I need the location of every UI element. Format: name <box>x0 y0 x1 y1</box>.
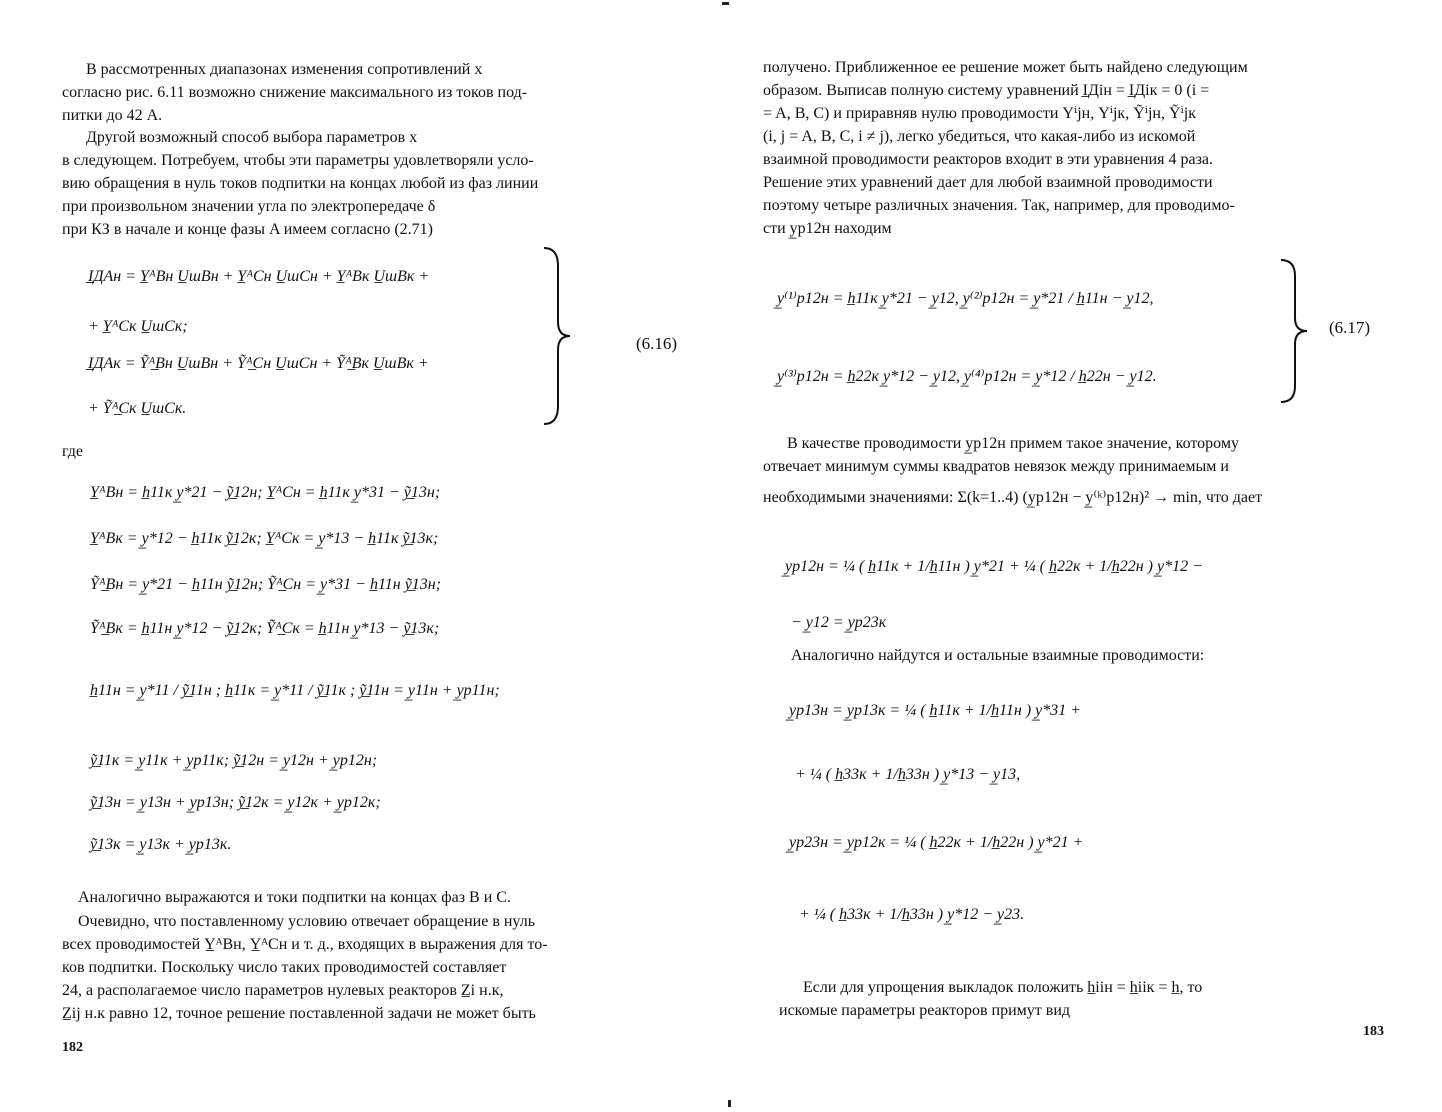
equation-line: I̲ДАн = Y̲ᴬВн U̲шВн + Y̲ᴬСн U̲шСн + Y̲ᴬВк U̲шВк + <box>88 268 430 285</box>
right-brace-icon <box>540 246 576 426</box>
definition-line: Ỹᴬ̲Вн = y̲*21 − h̲11н ỹ̲12н; Ỹᴬ̲Сн = y̲*31 − h̲11н ỹ̲13н; <box>90 576 442 593</box>
definition-line: ỹ̲11к = y̲11к + y̲р11к; ỹ̲12н = y̲12н + y̲р12н; <box>90 752 378 769</box>
right-paragraph-3 <box>791 644 1411 667</box>
text-line: образом. Выписав полную систему уравнений I̲Дiн = I̲Дiк = 0 (i = <box>763 82 1210 99</box>
equation-line: y̲р12н = ¼ ( h̲11к + 1/h̲11н ) y̲*21 + ¼ ( h̲22к + 1/h̲22н ) y̲*12 − <box>785 558 1203 575</box>
equation-number: (6.17) <box>1329 318 1371 337</box>
equation-line: y̲⁽¹⁾р12н = h̲11к y̲*21 − y̲12, y̲⁽²⁾р12н = y̲*21 / h̲11н − y̲12, <box>777 290 1154 307</box>
text-line: В рассмотренных диапазонах изменения сопротивлений x <box>86 61 483 78</box>
text-line: Решение этих уравнений дает для любой взаимной проводимости <box>763 174 1213 191</box>
definition-line: ỹ̲13к = y̲13к + y̲р13к. <box>90 836 232 853</box>
text-line: в следующем. Потребуем, чтобы эти параметры удовлетворяли усло- <box>62 152 534 169</box>
right-paragraph-4 <box>763 976 1423 1022</box>
page-number: 182 <box>62 1040 83 1055</box>
equation-line: + ¼ ( h̲33к + 1/h̲33н ) y̲*12 − y̲23. <box>799 906 1025 923</box>
where-label: где <box>62 443 84 460</box>
definition-line: h̲11н = y̲*11 / ỹ̲11н ; h̲11к = y̲*11 / ỹ̲11к ; ỹ̲11н = y̲11н + y̲р11н; <box>90 682 500 699</box>
text-line: В качестве проводимости y̲р12н примем такое значение, которому <box>787 435 1239 452</box>
left-paragraph-1 <box>62 58 692 127</box>
equation-line: I̲ДАк = Ỹᴬ̲Вн U̲шВн + Ỹᴬ̲Сн U̲шСн + Ỹᴬ̲Вк U̲шВк + <box>88 355 429 372</box>
text-line: поэтому четыре различных значения. Так, например, для проводимо- <box>763 197 1235 214</box>
equation-line: + Ỹᴬ̲Ск U̲шСк. <box>88 400 187 417</box>
left-paragraph-2 <box>62 126 692 241</box>
text-line: ков подпитки. Поскольку число таких проводимостей составляет <box>62 959 507 976</box>
right-page <box>721 0 1442 1112</box>
text-line: = A, B, C) и приравняв нулю проводимости Yⁱjн, Yⁱjк, Ỹⁱjн, Ỹⁱjк <box>763 105 1196 122</box>
text-line: Если для упрощения выкладок положить h̲iiн = h̲iiк = h̲, то <box>803 979 1203 996</box>
text-line: вию обращения в нуль токов подпитки на концах любой из фаз линии <box>62 175 539 192</box>
scan-mark <box>728 1100 731 1107</box>
text-line: необходимыми значениями: Σ(k=1..4) (y̲р12н − y̲⁽ᵏ⁾р12н)² → min, что дает <box>763 489 1263 506</box>
text-line: отвечает минимум суммы квадратов невязок между принимаемым и <box>763 458 1229 475</box>
equation-line: y̲⁽³⁾р12н = h̲22к y̲*12 − y̲12, y̲⁽⁴⁾р12н = y̲*12 / h̲22н − y̲12. <box>777 368 1157 385</box>
text-line: (i, j = A, B, C, i ≠ j), легко убедиться, что какая-либо из искомой <box>763 128 1196 145</box>
text-line: взаимной проводимости реакторов входит в эти уравнения 4 раза. <box>763 151 1213 168</box>
definition-line: Y̲ᴬВк = y̲*12 − h̲11к ỹ̲12к; Y̲ᴬСк = y̲*13 − h̲11к ỹ̲13к; <box>90 530 439 547</box>
equation-line: + ¼ ( h̲33к + 1/h̲33н ) y̲*13 − y̲13, <box>795 766 1021 783</box>
text-line: питки до 42 А. <box>62 107 163 124</box>
text-line: 24, а располагаемое число параметров нулевых реакторов Z̲i н.к, <box>62 982 504 999</box>
text-line: Z̲ij н.к равно 12, точное решение поставленной задачи не может быть <box>62 1005 536 1022</box>
text-line: Очевидно, что поставленному условию отвечает обращение в нуль <box>78 913 536 930</box>
equation-line: y̲р23н = y̲р12к = ¼ ( h̲22к + 1/h̲22н ) y̲*21 + <box>789 834 1084 851</box>
page-number: 183 <box>1363 1024 1384 1039</box>
equation-line: + Y̲ᴬСк U̲шСк; <box>88 318 188 335</box>
definition-line: Ỹᴬ̲Вк = h̲11н y̲*12 − ỹ̲12к; Ỹᴬ̲Ск = h̲11н y̲*13 − ỹ̲13к; <box>90 620 440 637</box>
text-line: Аналогично найдутся и остальные взаимные проводимости: <box>791 647 1205 664</box>
text-line: Аналогично выражаются и токи подпитки на концах фаз B и C. <box>78 889 511 906</box>
text-line: при КЗ в начале и конце фазы A имеем согласно (2.71) <box>62 221 433 238</box>
text-line: всех проводимостей Y̲ᴬВн, Y̲ᴬСн и т. д., входящих в выражения для то- <box>62 936 548 953</box>
text-line: искомые параметры реакторов примут вид <box>779 1002 1071 1019</box>
text-line: Другой возможный способ выбора параметров x <box>86 129 418 146</box>
text-line: сти y̲р12н находим <box>763 220 892 237</box>
left-paragraph-3 <box>62 886 692 909</box>
equation-number: (6.16) <box>636 334 678 353</box>
scan-mark <box>722 2 729 5</box>
right-paragraph-2 <box>763 432 1423 509</box>
definition-line: ỹ̲13н = y̲13н + y̲р13н; ỹ̲12к = y̲12к + y̲р12к; <box>90 794 381 811</box>
text-line: получено. Приближенное ее решение может быть найдено следующим <box>763 59 1248 76</box>
definition-line: Y̲ᴬВн = h̲11к y̲*21 − ỹ̲12н; Y̲ᴬСн = h̲11к y̲*31 − ỹ̲13н; <box>90 484 441 501</box>
equation-line: − y̲12 = y̲р23к <box>791 614 887 631</box>
text-line: согласно рис. 6.11 возможно снижение максимального из токов под- <box>62 84 528 101</box>
text-line: при произвольном значении угла по электропередаче δ <box>62 198 436 215</box>
right-paragraph-1 <box>763 56 1423 240</box>
left-paragraph-4 <box>62 910 692 1025</box>
equation-line: y̲р13н = y̲р13к = ¼ ( h̲11к + 1/h̲11н ) y̲*31 + <box>789 702 1082 719</box>
right-brace-icon <box>1277 258 1313 404</box>
